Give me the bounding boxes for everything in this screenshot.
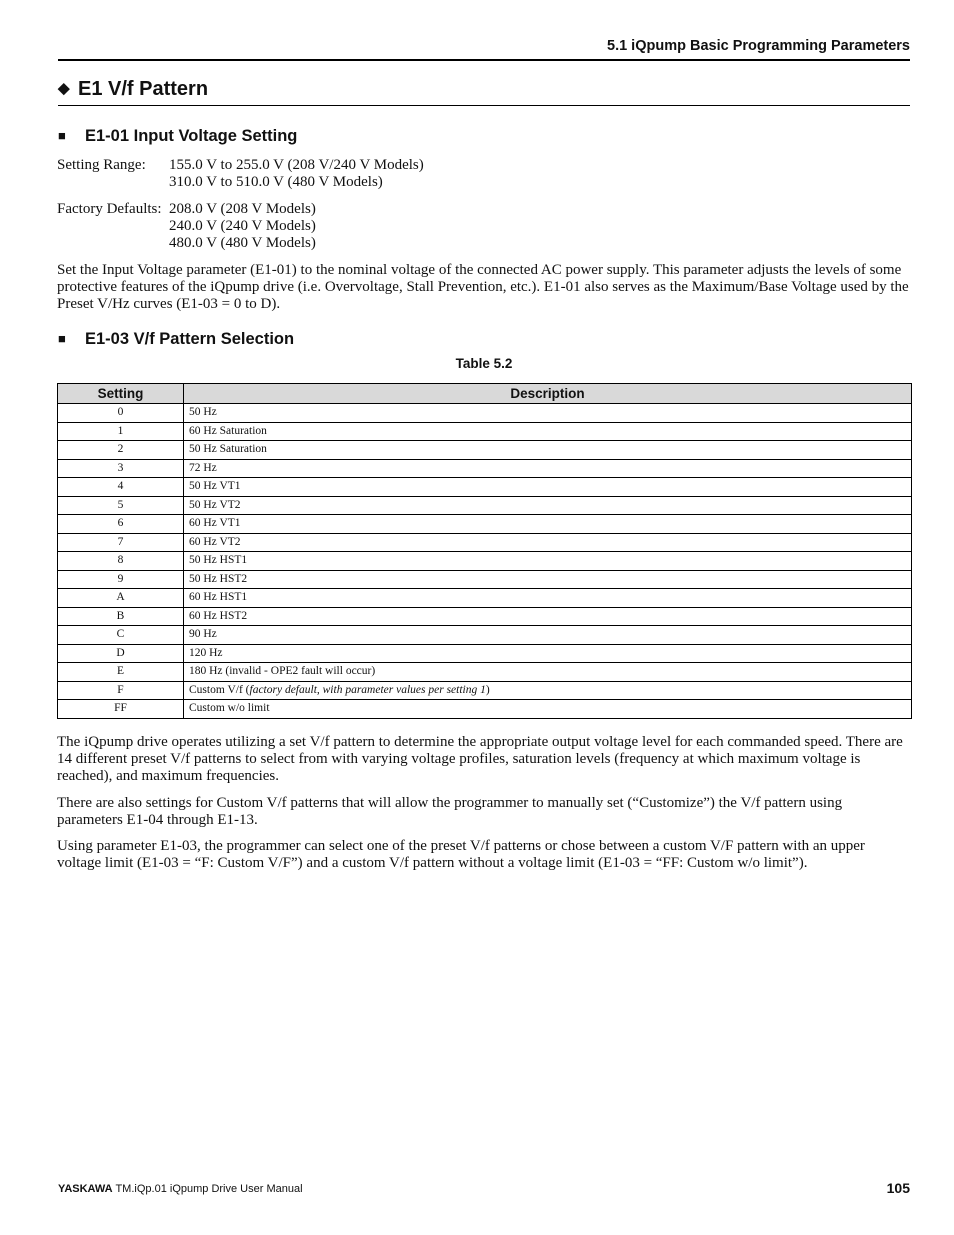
table-row xyxy=(58,478,912,497)
setting-cell: 6 xyxy=(58,515,184,534)
footer-manual-title xyxy=(58,1183,303,1195)
table-row xyxy=(58,663,912,682)
description-cell: 50 Hz Saturation xyxy=(184,441,912,460)
description-cell: 50 Hz VT1 xyxy=(184,478,912,497)
setting-range xyxy=(57,157,424,191)
description-text: Custom V/f ( xyxy=(189,683,250,696)
factory-defaults xyxy=(57,201,316,252)
setting-cell: F xyxy=(58,681,184,700)
factory-default-value: 240.0 V (240 V Models) xyxy=(169,218,316,234)
table-header-row xyxy=(58,384,912,404)
e1-03-heading xyxy=(58,330,294,349)
table-row xyxy=(58,515,912,534)
table-row xyxy=(58,570,912,589)
description-cell: 72 Hz xyxy=(184,459,912,478)
square-bullet-icon: ■ xyxy=(58,128,66,143)
description-cell: 60 Hz Saturation xyxy=(184,422,912,441)
description-cell xyxy=(184,681,912,700)
setting-cell: C xyxy=(58,626,184,645)
setting-cell: 3 xyxy=(58,459,184,478)
table-row xyxy=(58,552,912,571)
setting-cell: A xyxy=(58,589,184,608)
table-caption: Table 5.2 xyxy=(455,356,513,371)
description-cell: 60 Hz HST1 xyxy=(184,589,912,608)
table-row xyxy=(58,607,912,626)
factory-defaults-label: Factory Defaults: xyxy=(57,201,162,217)
square-bullet-icon: ■ xyxy=(58,331,66,346)
setting-cell: 0 xyxy=(58,404,184,423)
body-paragraph: The iQpump drive operates utilizing a set V/f pattern to determine the appropriate output voltage level for each commanded speed. There are 14 different preset V/f patterns to select from with varying voltage profiles, saturation levels (frequency at which maximum voltage is reached), and maximum frequencies. xyxy=(57,734,903,784)
setting-cell: 4 xyxy=(58,478,184,497)
e1-01-heading xyxy=(58,127,297,146)
table-row xyxy=(58,496,912,515)
section-title xyxy=(58,78,208,101)
setting-cell: FF xyxy=(58,700,184,719)
diamond-bullet-icon: ◆ xyxy=(58,80,70,97)
table-row xyxy=(58,459,912,478)
table-row xyxy=(58,700,912,719)
section-rule xyxy=(58,105,910,106)
setting-cell: 7 xyxy=(58,533,184,552)
page-number: 105 xyxy=(886,1180,910,1196)
e1-03-heading-text: E1-03 V/f Pattern Selection xyxy=(85,330,295,348)
setting-range-value: 310.0 V to 510.0 V (480 V Models) xyxy=(169,174,383,190)
setting-cell: 9 xyxy=(58,570,184,589)
description-cell: 60 Hz VT1 xyxy=(184,515,912,534)
table-row xyxy=(58,533,912,552)
setting-cell: 1 xyxy=(58,422,184,441)
column-header-setting: Setting xyxy=(58,384,184,404)
running-head: 5.1 iQpump Basic Programming Parameters xyxy=(607,38,910,54)
table-row xyxy=(58,626,912,645)
table-row xyxy=(58,681,912,700)
setting-cell: B xyxy=(58,607,184,626)
description-cell: Custom w/o limit xyxy=(184,700,912,719)
section-title-text: E1 V/f Pattern xyxy=(78,78,209,100)
setting-cell: D xyxy=(58,644,184,663)
description-cell: 50 Hz VT2 xyxy=(184,496,912,515)
description-cell: 180 Hz (invalid - OPE2 fault will occur) xyxy=(184,663,912,682)
body-paragraph: There are also settings for Custom V/f patterns that will allow the programmer to manually set (“Customize”) the V/f pattern using parameters E1-04 through E1-13. xyxy=(57,795,843,828)
table-row xyxy=(58,644,912,663)
description-text-end: ) xyxy=(485,683,490,696)
header-rule xyxy=(58,59,910,61)
factory-default-value: 208.0 V (208 V Models) xyxy=(169,201,316,217)
footer-brand: YASKAWA xyxy=(58,1183,113,1195)
description-cell: 60 Hz VT2 xyxy=(184,533,912,552)
description-cell: 90 Hz xyxy=(184,626,912,645)
table-row xyxy=(58,589,912,608)
column-header-description: Description xyxy=(184,384,912,404)
factory-default-value: 480.0 V (480 V Models) xyxy=(169,235,316,251)
e1-01-heading-text: E1-01 Input Voltage Setting xyxy=(85,127,298,145)
body-paragraph: Using parameter E1-03, the programmer can select one of the preset V/f patterns or chose between a custom V/F pattern with an upper voltage limit (E1-03 = “F: Custom V/F”) and a custom V/f pattern without a voltage limit (E1-03 = “FF: Custom w/o limit”). xyxy=(57,838,865,871)
e1-01-paragraph: Set the Input Voltage parameter (E1-01) to the nominal voltage of the connected AC power supply. This parameter adjusts the levels of some protective features of the iQpump drive (i.e. Overvoltage, Stall Prevention, etc.). E1-01 also serves as the Maximum/Base Voltage used by the Preset V/Hz curves (E1-03 = 0 to D). xyxy=(57,262,909,312)
description-cell: 50 Hz HST2 xyxy=(184,570,912,589)
table-row xyxy=(58,441,912,460)
setting-cell: 5 xyxy=(58,496,184,515)
table-row xyxy=(58,404,912,423)
setting-range-label: Setting Range: xyxy=(57,157,146,173)
setting-cell: 8 xyxy=(58,552,184,571)
setting-range-value: 155.0 V to 255.0 V (208 V/240 V Models) xyxy=(169,157,424,173)
footer-manual-name: TM.iQp.01 iQpump Drive User Manual xyxy=(112,1183,303,1195)
vf-pattern-table xyxy=(57,383,912,719)
description-cell: 120 Hz xyxy=(184,644,912,663)
description-cell: 60 Hz HST2 xyxy=(184,607,912,626)
setting-cell: 2 xyxy=(58,441,184,460)
table-row xyxy=(58,422,912,441)
setting-cell: E xyxy=(58,663,184,682)
description-cell: 50 Hz HST1 xyxy=(184,552,912,571)
description-italic-note: factory default, with parameter values per setting 1 xyxy=(249,683,486,696)
description-cell: 50 Hz xyxy=(184,404,912,423)
